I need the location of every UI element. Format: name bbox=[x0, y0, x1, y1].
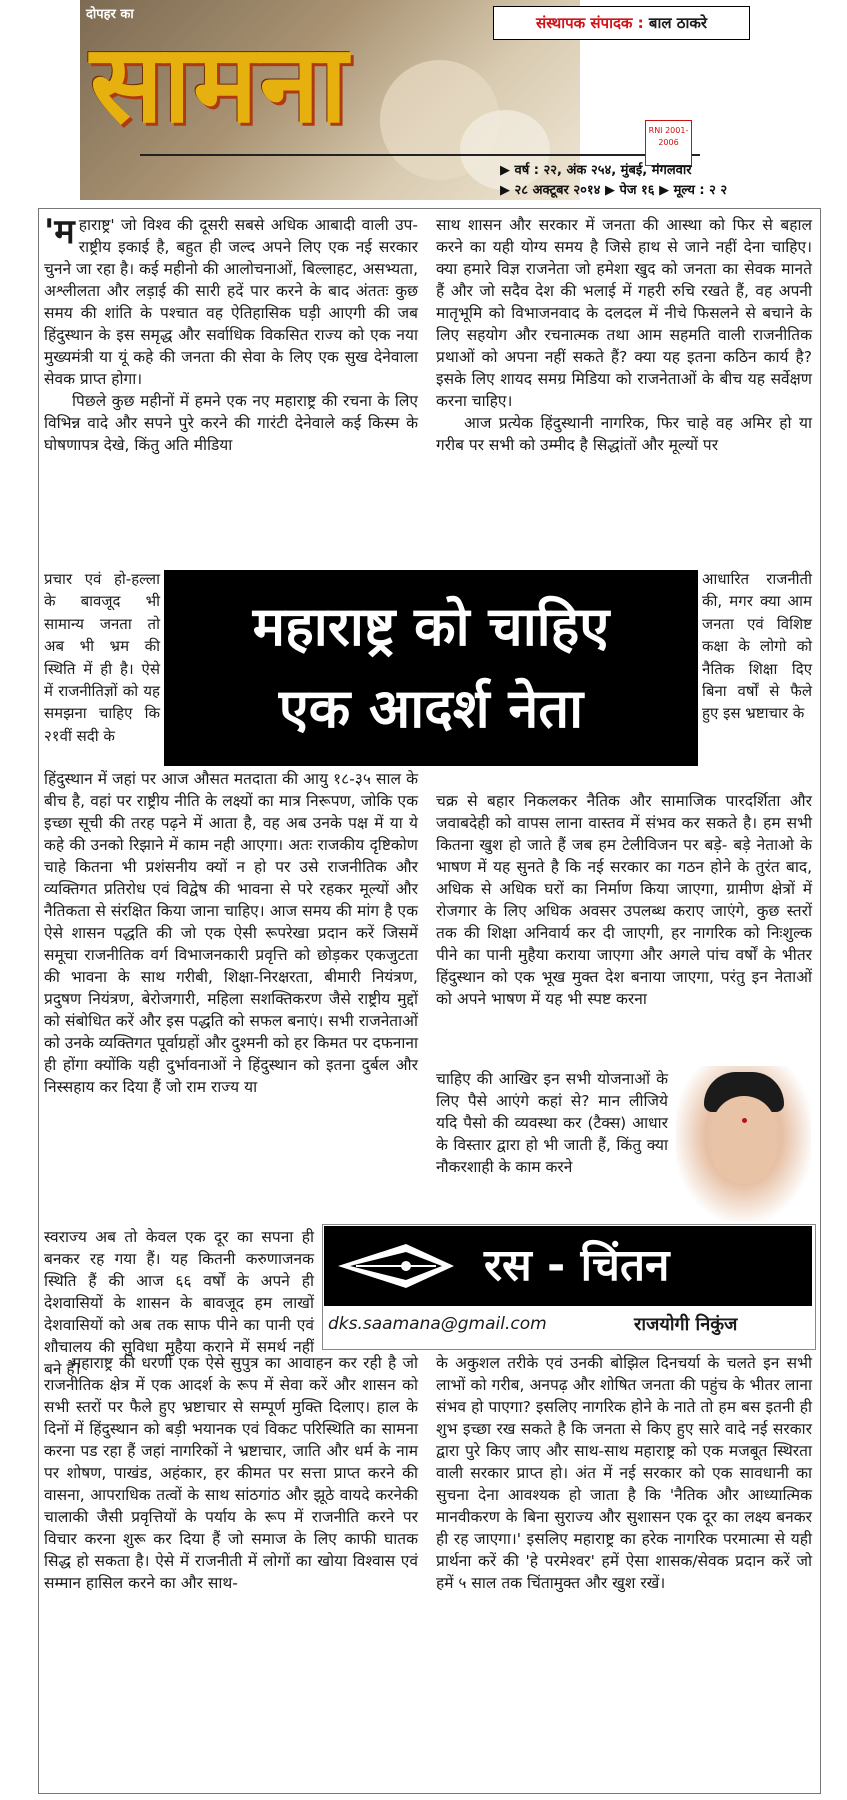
author-email: dks.saamana@gmail.com bbox=[328, 1314, 547, 1334]
issue-info-line1: ▶ वर्ष : २२, अंक २५४, मुंबई, मंगलवार bbox=[500, 163, 692, 178]
headline-line2: एक आदर्श नेता bbox=[278, 677, 584, 740]
photo-face bbox=[712, 1096, 776, 1184]
issue-info-line2: ▶ २८ अक्टूबर २०१४ ▶ पेज १६ ▶ मूल्य : २ २ bbox=[500, 183, 728, 198]
masthead-rule bbox=[140, 142, 700, 156]
paragraph: चक्र से बहार निकलकर नैतिक और सामाजिक पारदर्शिता और जवाबदेही को वापस लाना वास्तव में संभव कर सकते है। हम सभी कितना खुश हो जाते हैं जब हम टेलीविजन पर बड़े- बड़े नेताओ के भाषण में यह सुनते है कि नई सरकार का गठन होने के तुरंत बाद, अधिक से अधिक घरों का निर्माण किया जाएगा, ग्रामीण क्षेत्रों में रोजगार के लिए अधिक अवसर उपलब्ध कराए जाएंगे, कुछ स्तरों तक की शिक्षा अनिवार्य कर दी जाएगी, हर नागरिक को निःशुल्क पीने का पानी मुहैया कराया जाएगा और अगले पांच वर्षों के भीतर हिंदुस्थान को एक भूख मुक्त देश बनाया जाएगा, परंतु इन नेताओं को अपने भाषण में यह भी स्पष्ट करना bbox=[436, 792, 812, 1008]
right-column-top bbox=[436, 214, 812, 456]
author-photo bbox=[676, 1066, 811, 1221]
right-column-wrap2 bbox=[436, 1068, 668, 1178]
author-name: राजयोगी निकुंज bbox=[634, 1314, 738, 1335]
editor-label: संस्थापक संपादक : bbox=[536, 14, 649, 32]
column-banner bbox=[324, 1226, 812, 1306]
registration-stamp: RNI 2001-2006 bbox=[645, 120, 692, 166]
paragraph: आधारित राजनीती की, मगर क्या आम जनता एवं विशिष्ट कक्षा के लोगो को नैतिक शिक्षा दिए बिना वर्षों से फैले हुए इस भ्रष्टाचार के bbox=[702, 570, 812, 723]
masthead-tagline: दोपहर का bbox=[86, 7, 134, 22]
masthead bbox=[80, 0, 750, 200]
right-column-bottom bbox=[436, 1352, 812, 1594]
headline-line1: महाराष्ट्र को चाहिए bbox=[252, 595, 610, 658]
left-column-wrap bbox=[44, 568, 160, 747]
newspaper-logo: सामना bbox=[90, 22, 350, 147]
paragraph: प्रचार एवं हो-हल्ला के बावजूद भी सामान्य जनता तो अब भी भ्रम की स्थिति में ही है। ऐसे में राजनीतिज्ञों को यह समझना चाहिए कि २१वीं सदी के bbox=[44, 570, 160, 745]
paragraph: पिछले कुछ महीनों में हमने एक नए महाराष्ट्र की रचना के लिए विभिन्न वादे और सपने पुरे करने की गारंटी देनेवाले कई किस्म के घोषणापत्र देखे, किंतु अति मीडिया bbox=[44, 392, 418, 454]
left-column-top bbox=[44, 214, 418, 456]
left-column-mid bbox=[44, 768, 418, 1098]
paragraph: आज प्रत्येक हिंदुस्थानी नागरिक, फिर चाहे वह अमिर हो या गरीब पर सभी को उम्मीद है सिद्धांतों और मूल्यों पर bbox=[436, 414, 812, 454]
editor-credit bbox=[493, 6, 750, 40]
photo-tilak bbox=[742, 1118, 747, 1123]
paragraph: साथ शासन और सरकार में जनता की आस्था को फिर से बहाल करने का यही योग्य समय है जिसे हाथ से जाने नहीं देना चाहिए। क्या हमारे विज्ञ राजनेता जो हमेशा खुद को जनता का सेवक मानते हैं और जो सदैव देश की भलाई में गहरी रुचि रखते हैं, वह अपनी मातृभूमि को विभाजनवाद के दलदल में नीचे फिसलने से बचाने के लिए सहयोग और रचनात्मक तथा आम सहमति वाली राजनीतिक प्रथाओं को अपना नहीं सकते हैं? क्या यह इतना कठिन कार्य है? इसके लिए शायद समग्र मिडिया को राजनेताओं के बीच यह सर्वेक्षण करना चाहिए। bbox=[436, 216, 812, 410]
left-column-bottom bbox=[44, 1352, 418, 1594]
drop-cap: 'म bbox=[44, 212, 75, 252]
paragraph: चाहिए की आखिर इन सभी योजनाओं के लिए पैसे आएंगे कहां से? मान लीजिये यदि पैसो की व्यवस्था कर (टैक्स) आधार के विस्तार द्वारा हो भी जाती हैं, किंतु क्या नौकरशाही के काम करने bbox=[436, 1070, 668, 1176]
paragraph: के अकुशल तरीके एवं उनकी बोझिल दिनचर्या के चलते इन सभी लाभों को गरीब, अनपढ़ और शोषित जनता की पहुंच के भीतर लाना संभव हो पाएगा? इसलिए नागरिक होने के नाते तो हम बस इतनी ही शुभ इच्छा रख सकते है कि जनता से किए हुए सारे वादे नई सरकार द्वारा पुरे किए जाए और साथ-साथ महाराष्ट्र को एक मजबूत स्थिरता वाली सरकार प्राप्त हो। अंत में नई सरकार को एक सावधानी का सुचना देना आवश्यक हो जाता है कि 'नैतिक और आध्यात्मिक मानवीकरण के बिना सुराज्य और सुशासन एक दूर का लक्ष्य बनकर ही रह जाएगा।' इसलिए महाराष्ट्र का हरेक नागरिक परमात्मा से यही प्रार्थना करें की 'हे परमेश्वर' हमें ऐसा शासक/सेवक प्रदान करें जो हमें ५ साल तक चिंतामुक्त और खुश रखें। bbox=[436, 1354, 812, 1592]
paragraph: स्वराज्य अब तो केवल एक दूर का सपना ही बनकर रह गया हैं। यह कितनी करुणाजनक स्थिति हैं की आज ६६ वर्षों के अपने ही देशवासियों के शासन के बावजूद हम लाखों देशवासियों को अब तक साफ पीने का पानी एवं शौचालय की सुविधा मुहैया कराने में समर्थ नहीं बने हैं। bbox=[44, 1228, 314, 1378]
paragraph: हाराष्ट्र' जो विश्व की दूसरी सबसे अधिक आबादी वाली उप-राष्ट्रीय इकाई है, बहुत ही जल्द अपने लिए एक नई सरकार चुनने जा रहा है। कई महीनो की आलोचनाओं, बिल्लाहट, असभ्यता, अश्लीलता और लड़ाई की सारी हदें पार करने के बाद अंततः कुछ समय की शांति के पश्चात वह ऐतिहासिक घड़ी आएगी की जब हिंदुस्थान के इस समृद्ध और सर्वाधिक विकसित राज्य को एक नया मुख्यमंत्री या यूं कहे की जनता की सेवा के लिए एक सुख देनेवाला सेवक प्राप्त होगा। bbox=[44, 216, 418, 388]
headline-box bbox=[164, 570, 698, 766]
paragraph: महाराष्ट्र की धरणी एक ऐसे सुपुत्र का आवाहन कर रही है जो राजनीतिक क्षेत्र में एक आदर्श के रूप में सेवा करें और शासन को सभी स्तरों पर फैले हुए भ्रष्टाचार से सम्पूर्ण मुक्ति दिलाए। हाल के दिनों में हिंदुस्थान को बड़ी भयानक एवं विकट परिस्थिति का सामना करना पड रहा हैं जहां नागरिकों ने भ्रष्टाचार, जाति और धर्म के नाम पर शोषण, पाखंड, अहंकार, हर कीमत पर सत्ता प्राप्त करने की वासना, आपराधिक तत्वों के साथ सांठगांठ और झूठे वायदे करनेकी चालाकी जैसी प्रवृत्तियों के पर्याय के रूप में राजनीति करने पर विचार करना शुरू कर दिया हैं जो समाज के लिए काफी घातक सिद्ध हो सकता है। ऐसे में राजनीती में लोगों का खोया विश्वास एवं सम्मान हासिल करने का और साथ- bbox=[44, 1354, 418, 1592]
editor-name: बाल ठाकरे bbox=[648, 14, 707, 32]
column-title: रस - चिंतन bbox=[484, 1240, 670, 1291]
right-column-wrap bbox=[702, 568, 812, 725]
right-column-mid bbox=[436, 790, 812, 1010]
pen-nib-icon bbox=[336, 1234, 456, 1298]
paragraph: हिंदुस्थान में जहां पर आज औसत मतदाता की आयु १८-३५ साल के बीच है, वहां पर राष्ट्रीय नीति के लक्ष्यों का मात्र निरूपण, जोकि एक इच्छा सूची की तरह पढ़ने में आता है, वह अब उनके पक्ष में या ये कहे की उनको रिझाने में काम नही आएगा। अतः राजकीय दृष्टिकोण चाहे कितना भी प्रशंसनीय क्यों न हो पर उसे राजनीतिक और व्यक्तिगत प्रतिरोध एवं विद्वेष की भावना से परे रहकर मूल्यों और नैतिकता से संरक्षित किया जाना चाहिए। आज समय की मांग है एक ऐसे शासन पद्धति की जो एक ऐसी रूपरेखा प्रदान करें जिसमें समूचा राजनीतिक वर्ग विभाजनकारी प्रवृत्ति को छोड़कर एकजुटता की भावना के साथ गरीबी, शिक्षा-निरक्षरता, बीमारी नियंत्रण, प्रदुषण नियंत्रण, बेरोजगारी, महिला सशक्तिकरण जैसे राष्ट्रीय मुद्दों को संबोधित करें और इस पद्धति को सफल बनाएं। सभी राजनेताओं को उनके व्यक्तिगत पूर्वाग्रहों और दुश्मनी को हर किमत पर दफनाना ही होंगा क्योंकि यही दुर्भावनाओं ने हिंदुस्थान को इतना दुर्बल और निस्सहाय कर दिया हैं जो राम राज्य या bbox=[44, 770, 418, 1096]
